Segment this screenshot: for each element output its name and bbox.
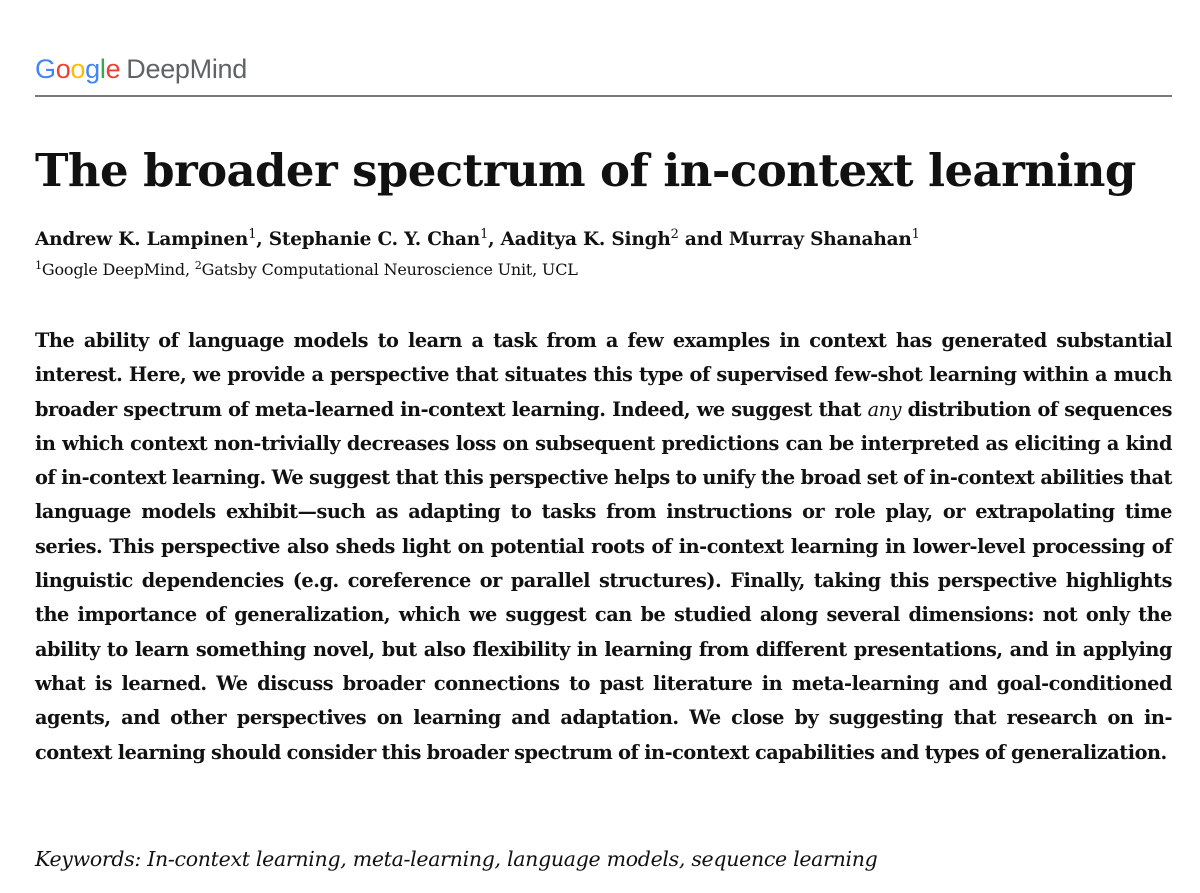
author-separator: ,: [488, 229, 501, 250]
abstract-text: distribution of sequences in which context non-trivially decreases loss on subsequent predictions can be interpreted as eliciting a kind of in-context learning. We suggest that this perspective helps to unify the broad set of in-context abilities that language models exhibit—such as adapting to tasks from instructions or role play, or extrapolating time series. This perspective also sheds light on potential roots of in-context learning in lower-level processing of linguistic dependencies (e.g. coreference or parallel structures). Finally, taking this perspective highlights the importance of generalization, which we suggest can be studied along several dimensions: not only the ability to learn something novel, but also flexibility in learning from different presentations, and in applying what is learned. We discuss broader connections to past literature in meta-learning and goal-conditioned agents, and other perspectives on learning and adaptation. We close by suggesting that research on in-context learning should consider this broader spectrum of in-context capabilities and types of generalization.: [35, 397, 1172, 764]
abstract-text: The ability of language models to learn a task from a few examples in context has generated substantial interest. Here, we provide a perspective that situates this type of supervised few-shot learning within a much broader spectrum of meta-learned in-context learning. Indeed, we suggest that: [35, 329, 1172, 421]
paper-title: The broader spectrum of in-context learning: [35, 144, 1136, 197]
logo-letter: G: [35, 54, 56, 84]
logo-letter: g: [85, 54, 100, 84]
author-name: Aaditya K. Singh: [500, 229, 671, 250]
author-affiliation-mark: 1: [480, 226, 489, 242]
author-affiliation-mark: 1: [248, 226, 257, 242]
logo-letter: e: [105, 54, 121, 84]
logo-letter: o: [55, 54, 71, 84]
author-list: [35, 225, 920, 255]
author-separator: ,: [256, 229, 269, 250]
affiliation-number: 2: [194, 258, 202, 272]
author-name: Andrew K. Lampinen: [35, 229, 249, 250]
affiliation-name: Gatsby Computational Neuroscience Unit, UCL: [201, 260, 578, 279]
affiliation-number: 1: [35, 258, 42, 272]
affiliation-name: Google DeepMind: [41, 260, 185, 279]
abstract-emphasis: any: [867, 397, 902, 421]
author-affiliation-mark: 1: [911, 226, 920, 242]
logo-letter: l: [99, 54, 106, 84]
author-affiliation-mark: 2: [670, 226, 679, 242]
logo-product-name: DeepMind: [126, 54, 247, 84]
author-separator: and: [678, 229, 729, 250]
google-deepmind-logo: [35, 52, 247, 86]
keywords: Keywords: In-context learning, meta-learning, language models, sequence learning: [35, 847, 878, 871]
author-name: Murray Shanahan: [728, 229, 912, 250]
logo-letter: o: [70, 54, 86, 84]
affiliation-list: [35, 258, 578, 282]
author-name: Stephanie C. Y. Chan: [268, 229, 481, 250]
abstract: [35, 324, 1172, 770]
affiliation-separator: ,: [184, 260, 195, 279]
header-divider: [35, 95, 1172, 97]
